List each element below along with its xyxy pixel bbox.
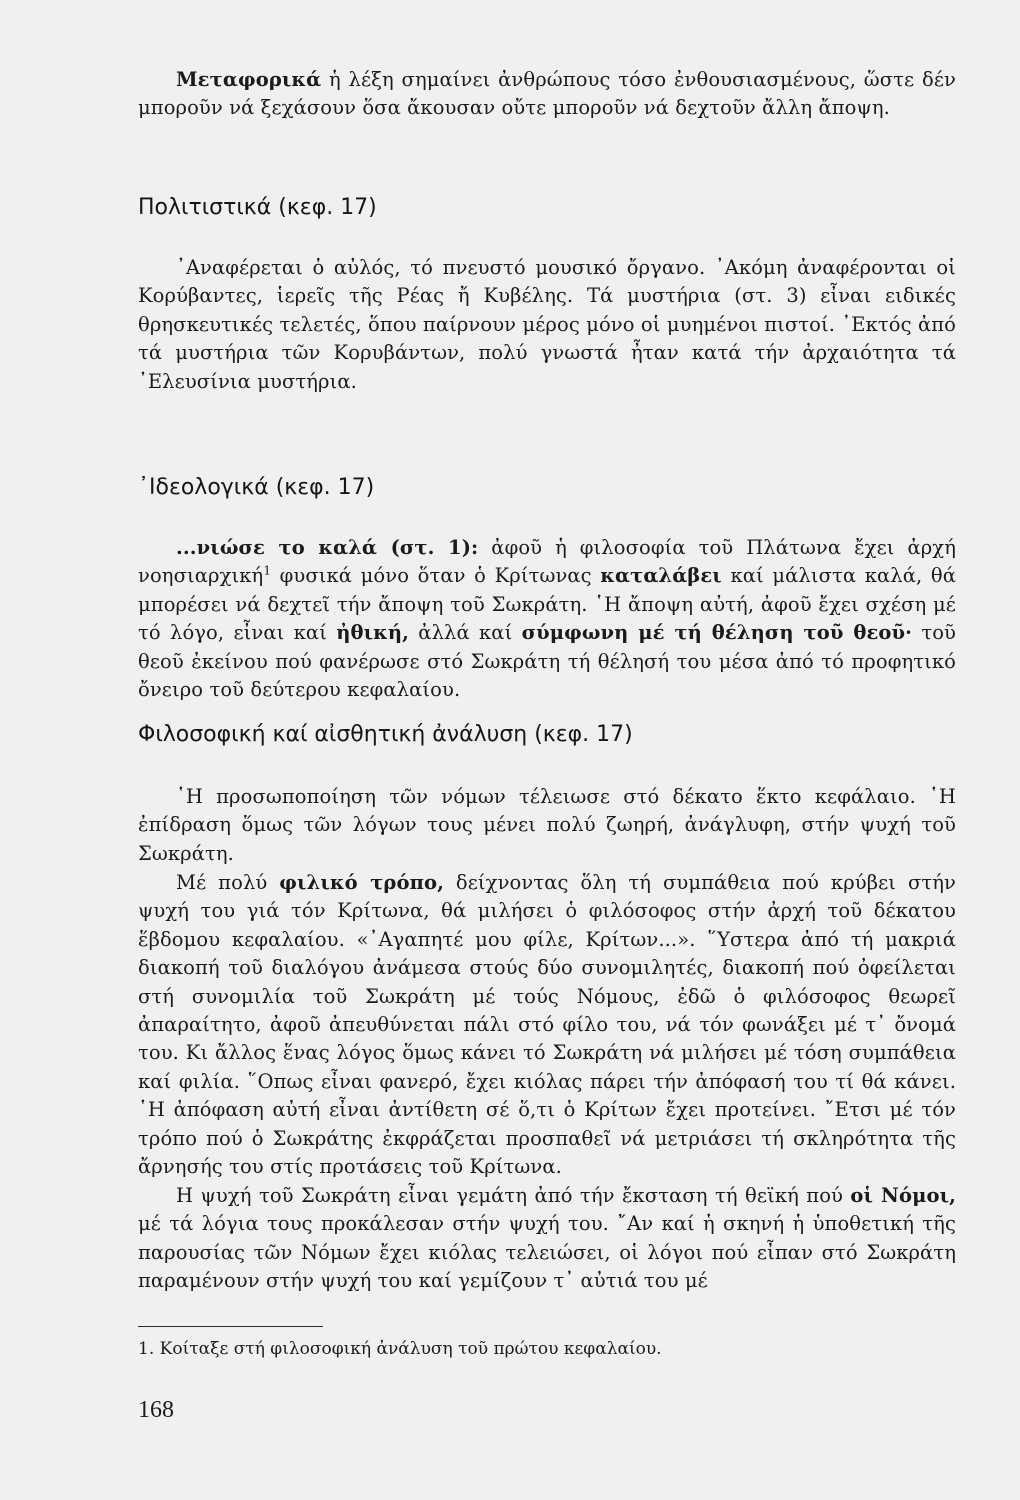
footnote [138,1337,956,1361]
footnote-number: 1. [138,1339,155,1359]
heading-filosofiki [138,720,956,750]
paragraph-psyxi: Η ψυχή τοῦ Σωκράτη εἶναι γεμάτη ἀπό τήν ἔκσταση τή θεϊκή πού οἱ Νόμοι, μέ τά λόγια τους προκάλεσαν στήν ψυχή του. ῎Αν καί ἡ σκηνή ἡ ὑποθετική τῆς παρουσίας τῶν Νόμων ἔχει κιόλας τελειώσει, οἱ λόγοι πού εἶπαν στό Σωκράτη παραμένουν στήν ψυχή του καί γεμίζουν τ᾿ αὐτιά του μέ [138,1184,956,1293]
section-heading: ᾿Ιδεολογικά (κεφ. 17) [138,475,375,500]
heading-ideologika [138,473,956,503]
bold-term: καταλάβει [600,564,722,588]
bold-term: ἠθική, [336,621,410,645]
bold-term: σύμφωνη μέ τή θέληση τοῦ θεοῦ· [521,621,913,645]
footnote-divider [138,1326,323,1327]
paragraph-text: ῾Η προσωποποίηση τῶν νόμων τέλειωσε στό δέκατο ἕκτο κεφάλαιο. ῾Η ἐπίδραση ὅμως τῶν λόγων τους μένει πολύ ζωηρή, ἀνάγλυφη, στήν ψυχή τοῦ Σωκράτη. [138,785,956,865]
footnote-ref: 1 [263,563,272,578]
bold-term: ...νιώσε το καλά (στ. 1): [176,536,479,559]
bold-term: Μεταφορικά [176,68,322,91]
book-page [138,48,956,1468]
paragraph-metaphor [138,66,956,123]
section-heading: Πολιτιστικά (κεφ. 17) [138,195,377,220]
bold-term: φιλικό τρόπο, [279,871,444,894]
heading-politistika [138,193,956,223]
paragraph-ideologika: ...νιώσε το καλά (στ. 1): ἀφοῦ ἡ φιλοσοφία τοῦ Πλάτωνα ἔχει ἀρχή νοησιαρχική$^1$ φυσικά μόνο ὅταν ὁ Κρίτωνας καταλάβει καί μάλιστα καλά, θά μπορέσει νά δεχτεῖ τήν ἄποψη τοῦ Σωκράτη. ῾Η ἄποψη αὐτή, ἀφοῦ ἔχει σχέση μέ τό λόγο, εἶναι καί ἠθική, ἀλλά καί σύμφωνη μέ τή θέληση τοῦ θεοῦ· τοῦ θεοῦ ἐκείνου πού φανέρωσε στό Σωκράτη τή θέλησή του μέσα ἀπό τό προφητικό ὄνειρο τοῦ δεύτερου κεφαλαίου. [138,536,957,702]
page-number: 168 [138,1397,174,1423]
bold-term: οἱ Νόμοι, [850,1184,956,1207]
paragraph-text: ᾿Αναφέρεται ὁ αὐλός, τό πνευστό μουσικό ὄργανο. ᾿Ακόμη ἀναφέρονται οἱ Κορύβαντες, ἱερεῖς τῆς Ρέας ἤ Κυβέλης. Τά μυστήρια (στ. 3) εἶναι ειδικές θρησκευτικές τελετές, ὅπου παίρνουν μέρος μόνο οἱ μυημένοι πιστοί. ᾿Εκτός ἀπό τά μυστήρια τῶν Κορυβάντων, πολύ γνωστά ἦταν κατά τήν ἀρχαιότητα τά ᾿Ελευσίνια μυστήρια. [138,256,956,393]
paragraph-politistika [138,254,956,396]
footnote-text: Κοίταξε στή φιλοσοφική ἀνάλυση τοῦ πρώτου κεφαλαίου. [154,1339,662,1359]
paragraph-prosopopoiisi [138,783,956,868]
paragraph-text: ἡ λέξη σημαίνει ἀνθρώπους τόσο ἐνθουσιασμένους, ὥστε δέν μποροῦν νά ξεχάσουν ὅσα ἄκουσαν οὔτε μποροῦν νά δεχτοῦν ἄλλη ἄποψη. [138,68,956,120]
section-heading: Φιλοσοφική καί αἰσθητική ἀνάλυση (κεφ. 17) [138,722,633,747]
paragraph-filiko-tropo: Μέ πολύ φιλικό τρόπο, δείχνοντας ὅλη τή συμπάθεια πού κρύβει στήν ψυχή του γιά τόν Κρίτωνα, θά μιλήσει ὁ φιλόσοφος στήν ἀρχή τοῦ δέκατου ἕβδομου κεφαλαίου. «᾿Αγαπητέ μου φίλε, Κρίτων...». ῞Υστερα ἀπό τή μακριά διακοπή τοῦ διαλόγου ἀνάμεσα στούς δύο συνομιλητές, διακοπή πού ὀφείλεται στή συνομιλία τοῦ Σωκράτη μέ τούς Νόμους, ἐδῶ ὁ φιλόσοφος θεωρεῖ ἀπαραίτητο, ἀφοῦ ἀπευθύνεται πάλι στό φίλο του, νά τόν φωνάξει μέ τ᾿ ὄνομά του. Κι ἄλλος ἕνας λόγος ὅμως κάνει τό Σωκράτη νά μιλήσει μέ τόση συμπάθεια καί φιλία. ῞Οπως εἶναι φανερό, ἔχει κιόλας πάρει τήν ἀπόφασή του τί θά κάνει. ῾Η ἀπόφαση αὐτή εἶναι ἀντίθετη σέ ὅ,τι ὁ Κρίτων ἔχει προτείνει. ῎Ετσι μέ τόν τρόπο πού ὁ Σωκράτης ἐκφράζεται προσπαθεῖ νά μετριάσει τή σκληρότητα τῆς ἄρνησής του στίς προτάσεις τοῦ Κρίτωνα. [138,871,957,1179]
